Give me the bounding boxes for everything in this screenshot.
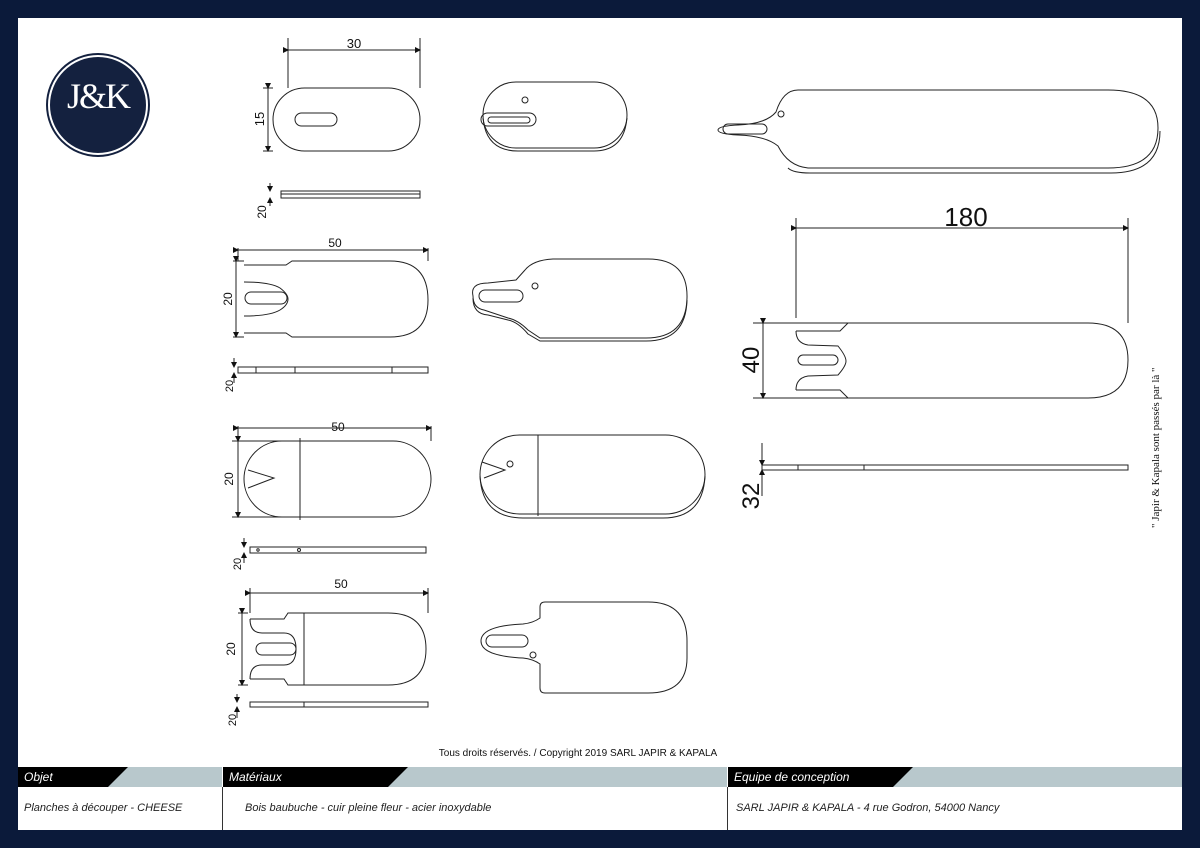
dim-board1-width: 30	[346, 36, 362, 51]
title-block	[18, 767, 1182, 830]
board4-perspective	[540, 602, 687, 693]
board3-side-view	[250, 547, 426, 553]
dim-board4-height: 20	[224, 642, 238, 656]
dim-board4-width: 50	[334, 577, 348, 591]
board2-perspective	[473, 259, 687, 338]
board4-slot	[256, 643, 296, 655]
dim-board2-width: 50	[328, 236, 342, 250]
dim-board2-thickness: 20	[224, 379, 236, 393]
big-board-perspective	[718, 90, 1158, 168]
side-quote: " Japir & Kapala sont passés par là "	[1150, 367, 1162, 528]
dim-board3-width: 50	[331, 420, 345, 434]
title-block-header-objet	[18, 767, 222, 787]
big-board-slot	[798, 355, 838, 365]
materiaux-label: Matériaux	[223, 767, 388, 787]
equipe-value: SARL JAPIR & KAPALA - 4 rue Godron, 54000 Nancy	[736, 802, 1000, 814]
dim-board1-height: 15	[252, 111, 267, 127]
dim-board2-height: 20	[221, 292, 235, 306]
board3-perspective	[480, 435, 705, 514]
copyright-text: Tous droits réservés. / Copyright 2019 SARL JAPIR & KAPALA	[438, 748, 718, 759]
equipe-label: Equipe de conception	[728, 767, 893, 787]
logo-text: J&K	[66, 76, 129, 116]
dim-big-width: 180	[944, 202, 988, 232]
jk-logo	[48, 55, 148, 155]
dim-big-height: 40	[738, 346, 765, 374]
technical-drawing	[18, 18, 1182, 830]
title-block-header-materiaux	[223, 767, 727, 787]
big-board-side-view	[762, 465, 1128, 470]
drawing-sheet	[18, 18, 1182, 830]
board2-top-view	[244, 261, 428, 337]
board4-side-view	[250, 702, 428, 707]
board1-slot	[295, 113, 337, 126]
board2-slot	[245, 292, 287, 304]
title-block-header-equipe	[728, 767, 1182, 787]
dim-board3-thickness: 20	[232, 557, 244, 571]
board4-top-view	[250, 613, 426, 685]
dim-board4-thickness: 20	[227, 713, 239, 727]
dim-big-thickness: 32	[738, 482, 765, 510]
objet-label: Objet	[18, 767, 108, 787]
board2-side-view	[238, 367, 428, 373]
dim-board1-thickness: 20	[255, 205, 269, 219]
board1-perspective	[483, 82, 627, 148]
objet-value: Planches à découper - CHEESE	[18, 787, 223, 830]
dim-board3-height: 20	[222, 472, 236, 486]
materiaux-value: Bois baubuche - cuir pleine fleur - acier inoxydable	[223, 787, 728, 830]
